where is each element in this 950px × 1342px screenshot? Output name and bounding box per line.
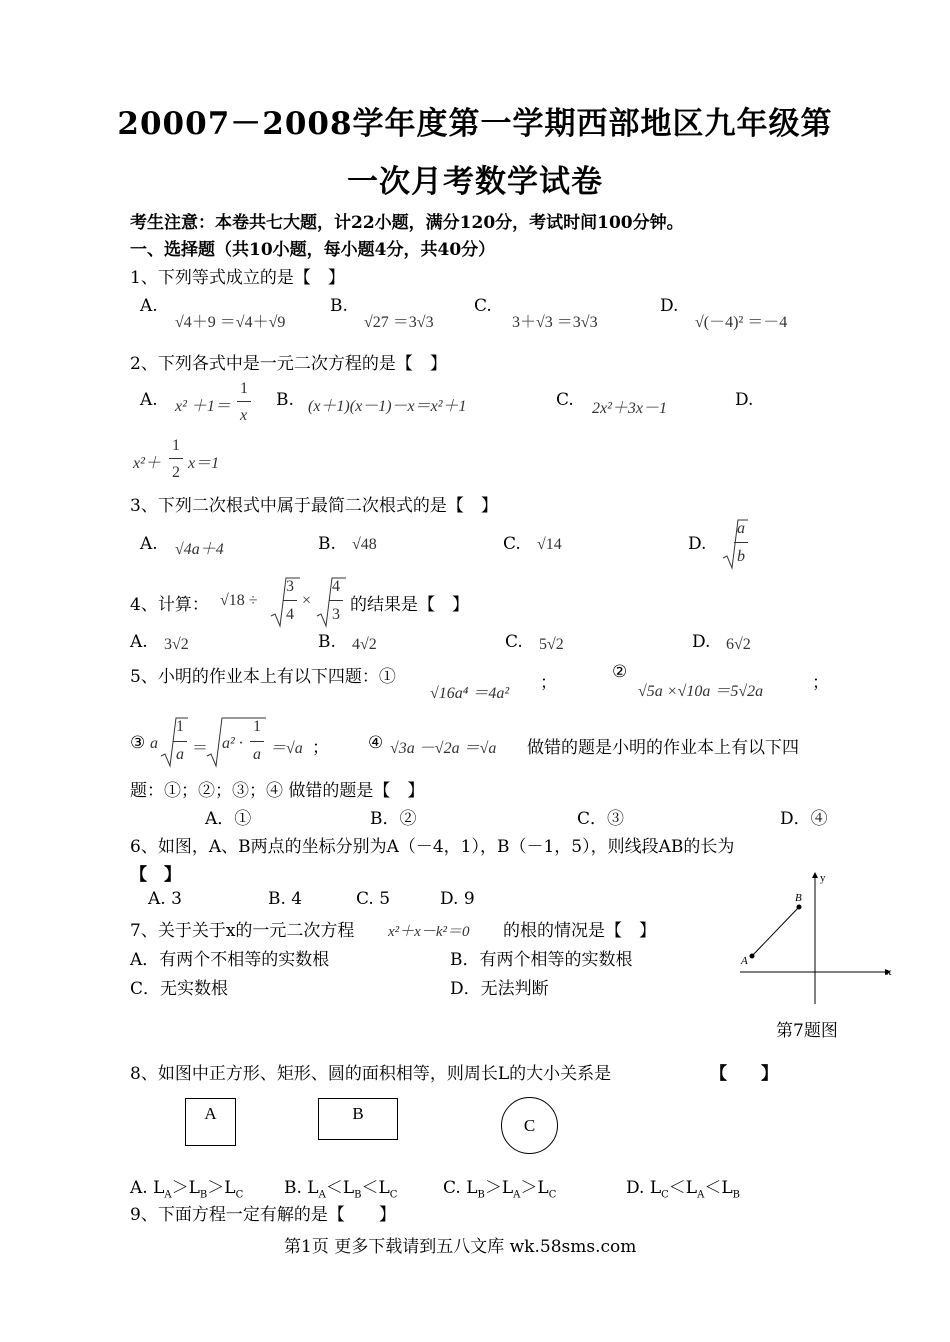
q4-option-a-expr: 3√2 bbox=[164, 636, 189, 653]
section-heading: 一、选择题（共10小题，每小题4分，共40分） bbox=[130, 240, 496, 260]
q5-option-b: B．② bbox=[370, 809, 417, 829]
q4-option-a-label: A. bbox=[130, 632, 148, 652]
q1-option-a-expr: √4＋9 ＝√4＋√9 bbox=[175, 314, 286, 331]
q1-option-b-expr: √27 ＝3√3 bbox=[364, 314, 434, 331]
q4-stem-right: 的结果是【 】 bbox=[350, 595, 469, 615]
q2-option-a-frac-bar bbox=[237, 401, 251, 402]
q3-option-c-label: C. bbox=[503, 534, 521, 554]
q4-option-c-expr: 5√2 bbox=[539, 636, 564, 653]
q6-stem-2: 【 】 bbox=[130, 865, 181, 885]
q2-option-c-expr: 2x²＋3x－1 bbox=[592, 400, 668, 417]
q3-option-a-expr: √4a＋4 bbox=[175, 541, 224, 558]
rectangle-shape bbox=[318, 1098, 398, 1140]
q8-option-d: D. $L_C<L_A<L_B$ bbox=[626, 1178, 740, 1201]
q5-semicolon-3: ； bbox=[312, 738, 329, 758]
q7-option-d: D．无法判断 bbox=[450, 979, 549, 999]
q5-expr-2: √5a ×√10a ＝5√2a bbox=[638, 683, 764, 700]
q7-equation: x²＋x－k²＝0 bbox=[388, 924, 470, 940]
q2-option-b-expr: (x＋1)(x－1)－x＝x²＋1 bbox=[308, 398, 467, 415]
q1-option-a-label: A. bbox=[140, 296, 158, 316]
point-b bbox=[797, 905, 802, 910]
q7-option-a: A．有两个不相等的实数根 bbox=[130, 950, 330, 970]
q3-option-c-expr: √14 bbox=[537, 536, 562, 553]
q2-option-d-expr-right: x＝1 bbox=[188, 455, 220, 472]
q2-option-a-label: A. bbox=[140, 390, 158, 410]
segment-ab bbox=[752, 907, 799, 956]
q6-option-c: C. 5 bbox=[356, 889, 391, 909]
q2-option-d-frac-den: 2 bbox=[172, 464, 180, 481]
q1-option-b-label: B. bbox=[330, 296, 348, 316]
q4-frac1-num: 3 bbox=[286, 578, 294, 595]
q4-option-b-label: B. bbox=[318, 632, 336, 652]
figure-axis-x-label: x bbox=[886, 966, 892, 978]
q7-coordinate-figure bbox=[735, 870, 895, 1010]
q5-expr-4: √3a －√2a ＝√a bbox=[390, 740, 497, 757]
q5-expr-3-left: a bbox=[150, 735, 158, 752]
q2-option-b-label: B. bbox=[276, 390, 294, 410]
q4-option-b-expr: 4√2 bbox=[352, 636, 377, 653]
q7-option-b: B．有两个相等的实数根 bbox=[450, 950, 633, 970]
q5-expr-3-bar bbox=[173, 741, 187, 742]
q4-option-d-label: D. bbox=[692, 632, 711, 652]
circle-shape bbox=[501, 1097, 558, 1154]
q4-expr1: √18 ÷ bbox=[220, 592, 258, 609]
q4-frac1-bar bbox=[283, 600, 297, 601]
q6-stem-1: 6、如图，A、B两点的坐标分别为A（－4，1），B（－1，5），则线段AB的长为 bbox=[130, 837, 735, 857]
q6-option-b: B. 4 bbox=[268, 889, 303, 909]
q5-expr-3-a2: a² · bbox=[222, 735, 243, 752]
q8-option-a: A. $L_A>L_B>L_C$ bbox=[130, 1178, 244, 1201]
q8-option-c: C. $L_B>L_A>L_C$ bbox=[443, 1178, 557, 1201]
q4-frac1-den: 4 bbox=[286, 606, 294, 623]
q3-option-b-expr: √48 bbox=[352, 536, 377, 553]
q5-stem: 5、小明的作业本上有以下四题：① bbox=[130, 667, 396, 687]
figure-caption: 第7题图 bbox=[776, 1021, 838, 1041]
q2-option-c-label: C. bbox=[556, 390, 574, 410]
q1-option-d-label: D. bbox=[660, 296, 679, 316]
q3-option-d-label: D. bbox=[688, 534, 707, 554]
page-title-line1: 20007－2008学年度第一学期西部地区九年级第 bbox=[117, 106, 833, 142]
q4-option-d-expr: 6√2 bbox=[726, 636, 751, 653]
q4-stem-left: 4、计算： bbox=[130, 595, 209, 615]
q5-option-a: A．① bbox=[205, 809, 252, 829]
q5-semicolon-1: ； bbox=[540, 673, 557, 693]
q2-stem: 2、下列各式中是一元二次方程的是【 】 bbox=[130, 354, 447, 374]
q5-expr-3-num: 1 bbox=[176, 718, 184, 735]
q7-stem-right: 的根的情况是【 】 bbox=[503, 921, 656, 941]
q5-semicolon-2: ； bbox=[812, 673, 829, 693]
q2-option-d-frac-bar bbox=[169, 458, 183, 459]
q5-num-4: ④ bbox=[368, 733, 384, 753]
point-a bbox=[750, 954, 755, 959]
q6-option-d: D. 9 bbox=[440, 889, 475, 909]
q3-option-d-frac-bar bbox=[734, 542, 748, 543]
q5-expr-3-num2: 1 bbox=[253, 718, 261, 735]
square-shape bbox=[185, 1098, 236, 1146]
q2-option-d-label: D. bbox=[735, 390, 754, 410]
q3-option-d-frac-num: a bbox=[737, 520, 745, 537]
q1-option-c-expr: 3＋√3 ＝3√3 bbox=[512, 314, 598, 331]
q5-option-d: D．④ bbox=[780, 809, 828, 829]
q1-option-c-label: C. bbox=[474, 296, 492, 316]
y-axis-arrow-icon bbox=[812, 872, 818, 878]
q3-stem: 3、下列二次根式中属于最简二次根式的是【 】 bbox=[130, 496, 498, 516]
q3-option-b-label: B. bbox=[318, 534, 336, 554]
circle-label: C bbox=[523, 1116, 536, 1135]
rectangle-label: B bbox=[352, 1104, 364, 1123]
q8-bracket: 【 】 bbox=[710, 1064, 778, 1084]
q4-frac2-num: 4 bbox=[332, 578, 340, 595]
page-footer: 第1页 更多下载请到五八文库 wk.58sms.com bbox=[284, 1237, 637, 1257]
q4-frac2-bar bbox=[329, 600, 343, 601]
q7-option-c: C．无实数根 bbox=[130, 979, 229, 999]
q5-expr-3-eq: ＝ bbox=[192, 740, 209, 757]
page-title-line2: 一次月考数学试卷 bbox=[347, 164, 603, 200]
q8-stem: 8、如图中正方形、矩形、圆的面积相等，则周长L的大小关系是 bbox=[130, 1064, 612, 1084]
q5-expr-3-den: a bbox=[176, 746, 184, 763]
q2-option-a-frac-den: x bbox=[240, 407, 248, 424]
q2-option-a-frac-num: 1 bbox=[240, 380, 248, 397]
exam-notice: 考生注意：本卷共七大题，计22小题，满分120分，考试时间100分钟。 bbox=[130, 213, 684, 233]
q7-stem-left: 7、关于关于x的一元二次方程 bbox=[130, 921, 355, 941]
q5-expr-1: √16a⁴ ＝4a² bbox=[430, 685, 510, 702]
q5-num-2: ② bbox=[612, 662, 628, 682]
q2-option-d-expr-left: x²＋ bbox=[133, 455, 161, 472]
q5-tail-1: 做错的题是小明的作业本上有以下四 bbox=[527, 738, 799, 758]
q8-option-b: B. $L_A<L_B<L_C$ bbox=[284, 1178, 398, 1201]
q5-num-3: ③ bbox=[130, 733, 146, 753]
q1-option-d-expr: √(－4)² ＝－4 bbox=[695, 314, 788, 331]
figure-label-b: B bbox=[795, 892, 802, 904]
q5-expr-3-den2: a bbox=[253, 746, 261, 763]
figure-axis-y-label: y bbox=[820, 872, 826, 884]
q2-option-a-expr: x² ＋1＝ bbox=[175, 398, 231, 415]
q3-option-a-label: A. bbox=[140, 534, 158, 554]
q4-option-c-label: C. bbox=[505, 632, 523, 652]
q4-frac2-den: 3 bbox=[332, 606, 340, 623]
q2-option-d-frac-num: 1 bbox=[172, 437, 180, 454]
q5-expr-3-right: ＝√a bbox=[270, 740, 303, 757]
q4-times: × bbox=[302, 592, 312, 609]
q5-expr-3-bar2 bbox=[250, 741, 264, 742]
q9-stem: 9、下面方程一定有解的是【 】 bbox=[130, 1205, 396, 1225]
q4-radical-1 bbox=[270, 576, 300, 628]
q4-radical-2 bbox=[316, 576, 346, 628]
q3-option-d-frac-den: b bbox=[737, 548, 745, 565]
q6-option-a: A. 3 bbox=[148, 889, 182, 909]
q5-tail-2: 题：①；②；③；④ 做错的题是【 】 bbox=[130, 781, 425, 801]
square-label: A bbox=[204, 1104, 217, 1123]
q1-stem: 1、下列等式成立的是【 】 bbox=[130, 268, 345, 288]
q5-option-c: C．③ bbox=[577, 809, 625, 829]
figure-label-a: A bbox=[741, 955, 748, 967]
